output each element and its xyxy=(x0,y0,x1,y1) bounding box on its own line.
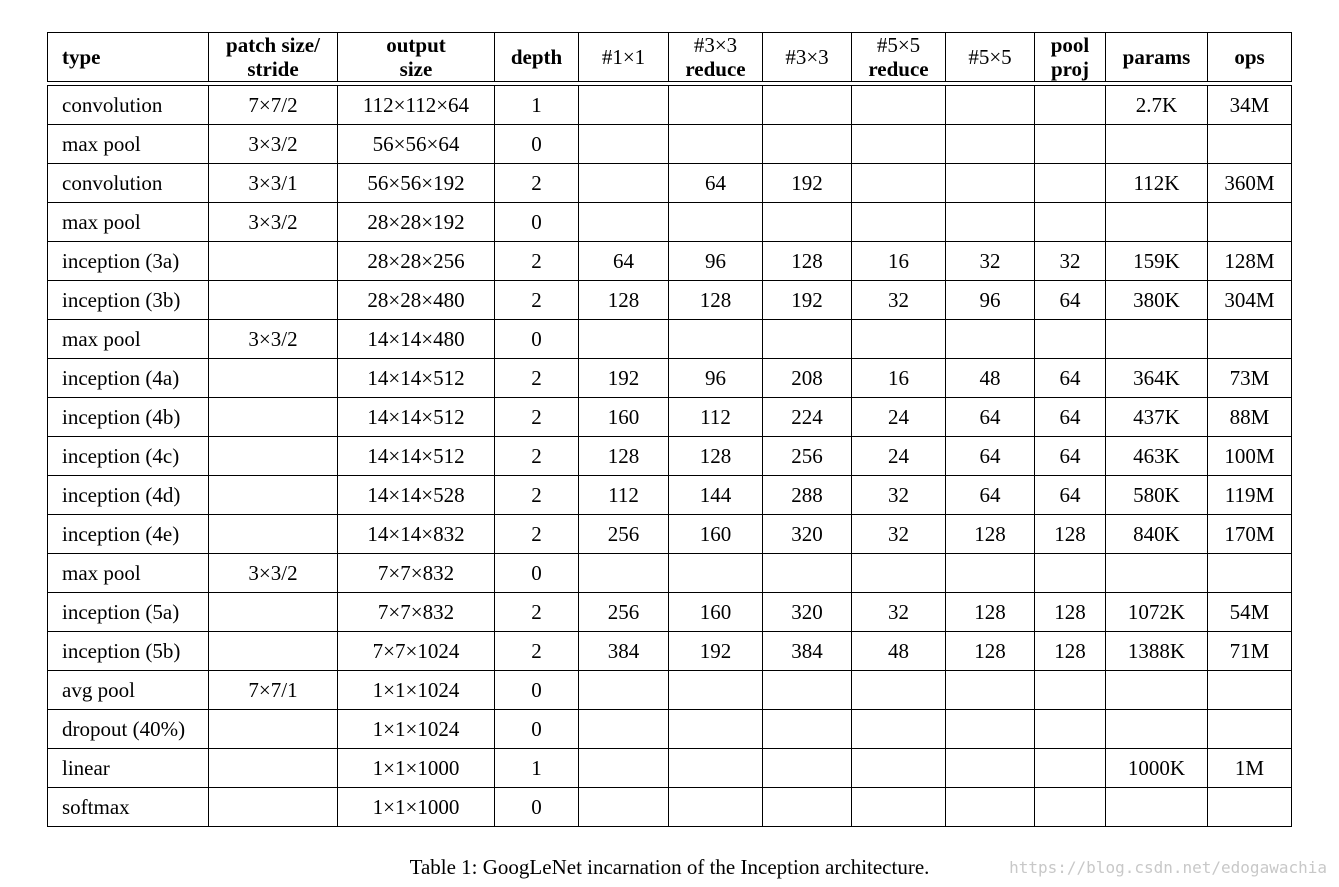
table-cell: 364K xyxy=(1106,359,1208,398)
table-row xyxy=(48,593,1292,632)
table-cell: 14×14×512 xyxy=(338,398,495,437)
layer-type-cell: inception (4d) xyxy=(48,476,209,515)
table-cell xyxy=(209,359,338,398)
layer-type-cell: avg pool xyxy=(48,671,209,710)
table-cell xyxy=(1208,125,1292,164)
table-cell: 3×3/2 xyxy=(209,203,338,242)
table-row xyxy=(48,476,1292,515)
table-cell: 2 xyxy=(495,359,579,398)
table-cell xyxy=(209,788,338,827)
table-cell: 0 xyxy=(495,710,579,749)
table-cell: 580K xyxy=(1106,476,1208,515)
table-cell: 71M xyxy=(1208,632,1292,671)
table-cell xyxy=(852,203,946,242)
table-cell xyxy=(669,320,763,359)
table-cell xyxy=(1208,788,1292,827)
table-cell xyxy=(669,788,763,827)
table-cell: 56×56×192 xyxy=(338,164,495,203)
table-cell: 48 xyxy=(852,632,946,671)
table-cell: 3×3/1 xyxy=(209,164,338,203)
table-cell: 32 xyxy=(852,515,946,554)
table-cell xyxy=(1035,320,1106,359)
table-cell: 224 xyxy=(763,398,852,437)
table-cell: 64 xyxy=(579,242,669,281)
table-cell xyxy=(1106,671,1208,710)
table-row xyxy=(48,632,1292,671)
table-cell xyxy=(852,749,946,788)
table-cell xyxy=(852,164,946,203)
table-cell: 2 xyxy=(495,398,579,437)
table-cell xyxy=(852,554,946,593)
table-row xyxy=(48,398,1292,437)
table-cell: 112 xyxy=(669,398,763,437)
table-cell: 112×112×64 xyxy=(338,86,495,125)
table-cell: 128 xyxy=(669,281,763,320)
column-header-line1: #3×3 xyxy=(785,45,829,69)
table-cell: 112 xyxy=(579,476,669,515)
column-header-line2: reduce xyxy=(868,57,929,81)
table-cell: 96 xyxy=(946,281,1035,320)
column-header-line2: reduce xyxy=(685,57,746,81)
table-cell xyxy=(763,320,852,359)
table-cell: 0 xyxy=(495,554,579,593)
layer-type-cell: convolution xyxy=(48,86,209,125)
table-cell xyxy=(946,203,1035,242)
table-row xyxy=(48,86,1292,125)
table-cell: 1M xyxy=(1208,749,1292,788)
layer-type-cell: inception (4c) xyxy=(48,437,209,476)
table-row xyxy=(48,554,1292,593)
table-cell: 128 xyxy=(1035,593,1106,632)
column-header xyxy=(1035,33,1106,82)
table-cell: 1×1×1000 xyxy=(338,788,495,827)
table-cell xyxy=(209,398,338,437)
table-cell xyxy=(852,671,946,710)
table-cell xyxy=(1208,320,1292,359)
table-cell xyxy=(946,320,1035,359)
table-cell xyxy=(852,788,946,827)
table-cell: 304M xyxy=(1208,281,1292,320)
table-cell: 64 xyxy=(669,164,763,203)
table-cell: 7×7/1 xyxy=(209,671,338,710)
table-cell: 64 xyxy=(1035,281,1106,320)
table-cell: 64 xyxy=(1035,398,1106,437)
table-cell: 384 xyxy=(763,632,852,671)
column-header-line1: #1×1 xyxy=(601,45,646,69)
column-header xyxy=(1106,33,1208,82)
table-cell: 128 xyxy=(1035,632,1106,671)
column-header-line1: params xyxy=(1122,45,1191,69)
table-cell: 144 xyxy=(669,476,763,515)
table-cell: 14×14×512 xyxy=(338,359,495,398)
table-cell xyxy=(669,554,763,593)
table-cell: 128M xyxy=(1208,242,1292,281)
layer-type-cell: linear xyxy=(48,749,209,788)
table-body xyxy=(48,82,1292,827)
table-cell: 160 xyxy=(579,398,669,437)
table-cell: 128 xyxy=(1035,515,1106,554)
column-header xyxy=(669,33,763,82)
column-header xyxy=(852,33,946,82)
table-cell xyxy=(763,788,852,827)
table-cell: 1 xyxy=(495,749,579,788)
table-cell: 32 xyxy=(852,281,946,320)
table-cell xyxy=(579,164,669,203)
table-cell: 7×7×832 xyxy=(338,593,495,632)
table-cell: 48 xyxy=(946,359,1035,398)
table-cell: 112K xyxy=(1106,164,1208,203)
table-cell: 28×28×256 xyxy=(338,242,495,281)
table-cell: 128 xyxy=(946,515,1035,554)
header-row xyxy=(48,33,1292,82)
layer-type-cell: inception (4b) xyxy=(48,398,209,437)
column-header-line1: depth xyxy=(510,45,563,69)
table-cell: 380K xyxy=(1106,281,1208,320)
table-cell xyxy=(763,554,852,593)
column-header xyxy=(48,33,209,82)
table-cell: 0 xyxy=(495,203,579,242)
table-cell: 128 xyxy=(579,281,669,320)
table-cell xyxy=(763,203,852,242)
table-cell: 54M xyxy=(1208,593,1292,632)
table-cell xyxy=(1035,203,1106,242)
table-row xyxy=(48,788,1292,827)
table-cell xyxy=(579,554,669,593)
table-row xyxy=(48,749,1292,788)
table-cell: 128 xyxy=(946,593,1035,632)
architecture-table xyxy=(47,32,1292,827)
column-header xyxy=(946,33,1035,82)
table-cell xyxy=(946,164,1035,203)
table-cell xyxy=(763,125,852,164)
column-header xyxy=(1208,33,1292,82)
layer-type-cell: max pool xyxy=(48,125,209,164)
table-cell: 159K xyxy=(1106,242,1208,281)
layer-type-cell: inception (4a) xyxy=(48,359,209,398)
table-cell: 360M xyxy=(1208,164,1292,203)
table-row xyxy=(48,125,1292,164)
column-header-line1: #3×3 xyxy=(693,33,738,57)
table-row xyxy=(48,203,1292,242)
table-cell xyxy=(946,788,1035,827)
column-header xyxy=(338,33,495,82)
table-cell xyxy=(1208,203,1292,242)
table-cell: 160 xyxy=(669,593,763,632)
column-header-line2: proj xyxy=(1050,57,1090,81)
table-cell: 170M xyxy=(1208,515,1292,554)
table-cell: 2 xyxy=(495,593,579,632)
table-cell xyxy=(209,710,338,749)
table-cell: 2 xyxy=(495,281,579,320)
table-cell: 128 xyxy=(946,632,1035,671)
table-cell: 288 xyxy=(763,476,852,515)
table-cell: 192 xyxy=(763,281,852,320)
table-cell xyxy=(946,554,1035,593)
column-header-line2: size xyxy=(399,57,433,81)
table-row xyxy=(48,671,1292,710)
column-header xyxy=(495,33,579,82)
table-cell: 1072K xyxy=(1106,593,1208,632)
table-cell: 3×3/2 xyxy=(209,125,338,164)
column-header-line1: output xyxy=(386,33,446,57)
layer-type-cell: inception (3b) xyxy=(48,281,209,320)
column-header-line1: #5×5 xyxy=(968,45,1012,69)
table-cell: 256 xyxy=(763,437,852,476)
table-cell xyxy=(852,86,946,125)
column-header xyxy=(209,33,338,82)
table-cell: 7×7×1024 xyxy=(338,632,495,671)
column-header-line1: patch size/ xyxy=(226,33,320,57)
table-cell: 256 xyxy=(579,515,669,554)
table-cell xyxy=(1208,710,1292,749)
table-cell: 64 xyxy=(1035,437,1106,476)
table-cell: 0 xyxy=(495,125,579,164)
table-cell xyxy=(579,320,669,359)
table-cell: 14×14×480 xyxy=(338,320,495,359)
table-cell: 128 xyxy=(669,437,763,476)
table-cell xyxy=(1035,749,1106,788)
table-cell xyxy=(209,749,338,788)
table-cell xyxy=(763,671,852,710)
table-cell xyxy=(669,125,763,164)
table-cell xyxy=(946,710,1035,749)
table-cell xyxy=(946,86,1035,125)
table-cell: 100M xyxy=(1208,437,1292,476)
table-cell: 2 xyxy=(495,632,579,671)
table-cell: 88M xyxy=(1208,398,1292,437)
table-cell: 384 xyxy=(579,632,669,671)
column-header xyxy=(579,33,669,82)
table-cell xyxy=(1106,320,1208,359)
table-cell xyxy=(1035,125,1106,164)
table-cell: 192 xyxy=(763,164,852,203)
layer-type-cell: convolution xyxy=(48,164,209,203)
table-cell: 1388K xyxy=(1106,632,1208,671)
table-cell: 14×14×528 xyxy=(338,476,495,515)
table-cell xyxy=(209,242,338,281)
table-cell xyxy=(1106,203,1208,242)
table-cell: 2 xyxy=(495,164,579,203)
table-row xyxy=(48,242,1292,281)
table-cell: 2 xyxy=(495,242,579,281)
table-cell xyxy=(669,671,763,710)
column-header-line1: pool xyxy=(1050,33,1090,57)
table-cell xyxy=(669,710,763,749)
table-cell: 34M xyxy=(1208,86,1292,125)
layer-type-cell: inception (5a) xyxy=(48,593,209,632)
table-cell xyxy=(1208,671,1292,710)
table-cell xyxy=(209,437,338,476)
layer-type-cell: softmax xyxy=(48,788,209,827)
table-cell: 256 xyxy=(579,593,669,632)
column-header-line2: stride xyxy=(247,57,299,81)
table-cell xyxy=(946,125,1035,164)
table-cell: 119M xyxy=(1208,476,1292,515)
table-cell xyxy=(1208,554,1292,593)
table-cell xyxy=(579,125,669,164)
table-cell: 1000K xyxy=(1106,749,1208,788)
layer-type-cell: inception (5b) xyxy=(48,632,209,671)
table-row xyxy=(48,359,1292,398)
table-cell: 16 xyxy=(852,359,946,398)
table-cell xyxy=(1035,86,1106,125)
table-cell: 2 xyxy=(495,476,579,515)
table-cell xyxy=(946,671,1035,710)
table-row xyxy=(48,281,1292,320)
table-row xyxy=(48,320,1292,359)
table-cell: 3×3/2 xyxy=(209,320,338,359)
table-cell: 128 xyxy=(579,437,669,476)
table-cell xyxy=(1035,788,1106,827)
table-cell xyxy=(579,86,669,125)
table-cell: 208 xyxy=(763,359,852,398)
table-cell xyxy=(1035,164,1106,203)
table-header xyxy=(48,33,1292,82)
table-cell: 0 xyxy=(495,320,579,359)
table-cell: 16 xyxy=(852,242,946,281)
table-cell xyxy=(852,710,946,749)
table-cell xyxy=(1106,788,1208,827)
layer-type-cell: inception (4e) xyxy=(48,515,209,554)
table-cell: 56×56×64 xyxy=(338,125,495,164)
table-cell: 840K xyxy=(1106,515,1208,554)
table-cell: 96 xyxy=(669,359,763,398)
column-header xyxy=(763,33,852,82)
table-cell: 1×1×1000 xyxy=(338,749,495,788)
table-cell: 64 xyxy=(946,476,1035,515)
table-cell: 192 xyxy=(669,632,763,671)
table-cell: 192 xyxy=(579,359,669,398)
table-caption: Table 1: GoogLeNet incarnation of the Inception architecture. xyxy=(409,855,930,879)
table-cell: 3×3/2 xyxy=(209,554,338,593)
table-cell: 1 xyxy=(495,86,579,125)
table-cell xyxy=(209,476,338,515)
table-cell xyxy=(1035,671,1106,710)
table-cell: 320 xyxy=(763,515,852,554)
layer-type-cell: max pool xyxy=(48,554,209,593)
table-cell xyxy=(852,320,946,359)
table-cell: 320 xyxy=(763,593,852,632)
table-cell xyxy=(579,710,669,749)
table-cell xyxy=(1106,554,1208,593)
table-cell xyxy=(1106,125,1208,164)
table-cell: 437K xyxy=(1106,398,1208,437)
table-cell: 463K xyxy=(1106,437,1208,476)
table-row xyxy=(48,710,1292,749)
table-row xyxy=(48,515,1292,554)
table-cell: 14×14×512 xyxy=(338,437,495,476)
table-cell xyxy=(1035,554,1106,593)
table-cell xyxy=(209,281,338,320)
table-cell: 0 xyxy=(495,788,579,827)
table-row xyxy=(48,437,1292,476)
table-cell: 2 xyxy=(495,515,579,554)
table-cell xyxy=(579,671,669,710)
table-cell xyxy=(1035,710,1106,749)
table-cell: 1×1×1024 xyxy=(338,710,495,749)
layer-type-cell: max pool xyxy=(48,203,209,242)
table-cell xyxy=(763,86,852,125)
table-cell: 64 xyxy=(1035,476,1106,515)
table-cell xyxy=(763,749,852,788)
table-cell xyxy=(579,203,669,242)
table-cell: 32 xyxy=(852,476,946,515)
table-cell: 73M xyxy=(1208,359,1292,398)
table-cell: 32 xyxy=(946,242,1035,281)
table-cell: 14×14×832 xyxy=(338,515,495,554)
table-cell xyxy=(579,788,669,827)
column-header-line1: #5×5 xyxy=(876,33,921,57)
table-cell: 160 xyxy=(669,515,763,554)
table-cell xyxy=(209,632,338,671)
table-cell: 2 xyxy=(495,437,579,476)
table-cell xyxy=(669,203,763,242)
table-cell xyxy=(1106,710,1208,749)
table-cell: 64 xyxy=(946,437,1035,476)
table-cell: 0 xyxy=(495,671,579,710)
table-cell xyxy=(669,749,763,788)
watermark-text: https://blog.csdn.net/edogawachia xyxy=(1009,858,1327,877)
layer-type-cell: inception (3a) xyxy=(48,242,209,281)
table-cell: 7×7/2 xyxy=(209,86,338,125)
table-cell: 96 xyxy=(669,242,763,281)
layer-type-cell: max pool xyxy=(48,320,209,359)
table-cell: 7×7×832 xyxy=(338,554,495,593)
table-cell: 128 xyxy=(763,242,852,281)
table-cell xyxy=(579,749,669,788)
table-cell: 32 xyxy=(852,593,946,632)
table-cell: 24 xyxy=(852,398,946,437)
table-cell: 28×28×480 xyxy=(338,281,495,320)
column-header-line1: ops xyxy=(1234,45,1265,69)
table-row xyxy=(48,164,1292,203)
table-cell xyxy=(763,710,852,749)
column-header-line1: type xyxy=(62,45,101,69)
table-cell xyxy=(946,749,1035,788)
table-cell: 1×1×1024 xyxy=(338,671,495,710)
table-cell: 24 xyxy=(852,437,946,476)
table-cell: 2.7K xyxy=(1106,86,1208,125)
table-cell: 64 xyxy=(946,398,1035,437)
table-cell xyxy=(209,515,338,554)
table-cell: 32 xyxy=(1035,242,1106,281)
layer-type-cell: dropout (40%) xyxy=(48,710,209,749)
table-cell xyxy=(209,593,338,632)
table-cell: 64 xyxy=(1035,359,1106,398)
table-cell: 28×28×192 xyxy=(338,203,495,242)
table-cell xyxy=(669,86,763,125)
table-cell xyxy=(852,125,946,164)
